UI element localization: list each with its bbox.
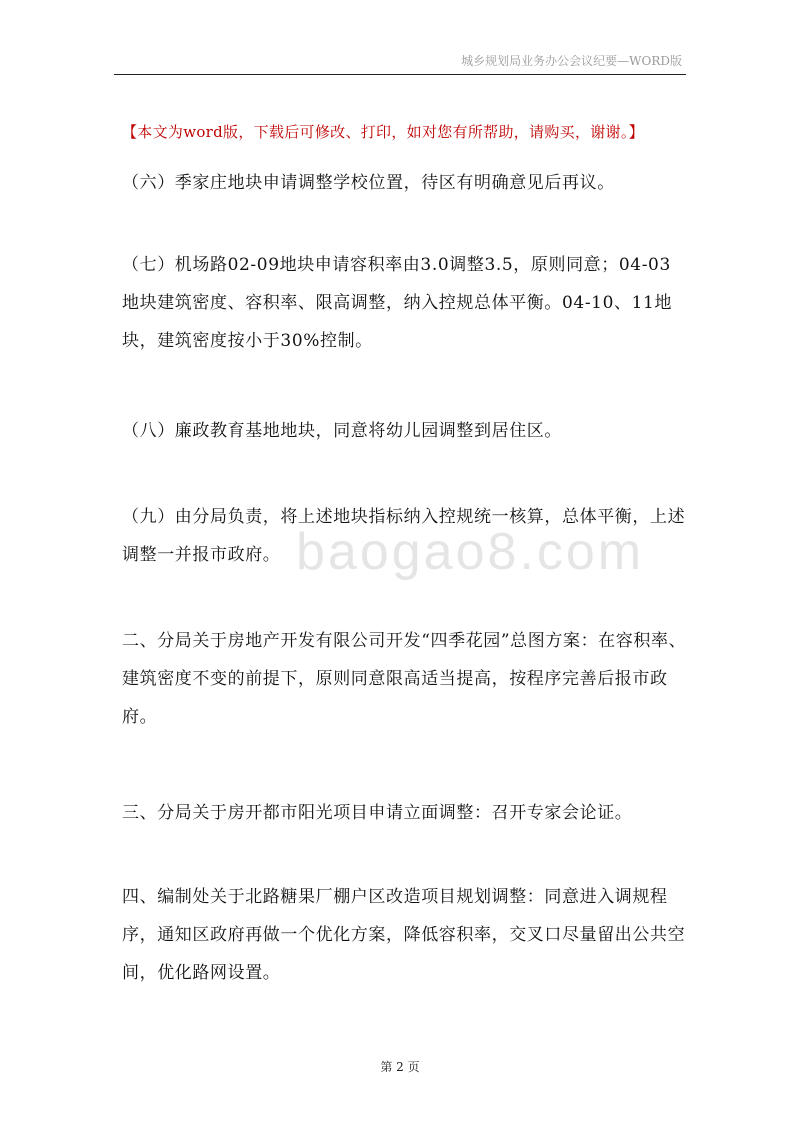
page-number: 第 2 页 (380, 1060, 420, 1074)
header-title: 城乡规划局业务办公会议纪要—WORD版 (461, 54, 682, 68)
paragraph-8: （八）廉政教育基地地块，同意将幼儿园调整到居住区。 (122, 421, 562, 441)
section-4-paragraph: 四、编制处关于北路糖果厂棚户区改造项目规划调整：同意进入调规程序，通知区政府再做一个优化方案，降低容积率，交叉口尽量留出公共空间，优化路网设置。 (122, 887, 686, 983)
paragraph-6: （六）季家庄地块申请调整学校位置，待区有明确意见后再议。 (122, 173, 615, 193)
header-divider (114, 74, 686, 75)
paragraph-7: （七）机场路02-09地块申请容积率由3.0调整3.5，原则同意；04-03地块建筑密度、容积率、限高调整，纳入控规总体平衡。04-10、11地块，建筑密度按小于30%控制。 (122, 255, 673, 351)
section-3-paragraph: 三、分局关于房开都市阳光项目申请立面调整：召开专家会论证。 (122, 803, 633, 823)
section-2-paragraph: 二、分局关于房地产开发有限公司开发“四季花园”总图方案：在容积率、建筑密度不变的前提下，原则同意限高适当提高，按程序完善后报市政府。 (122, 631, 687, 727)
paragraph-9: （九）由分局负责，将上述地块指标纳入控规统一核算，总体平衡，上述调整一并报市政府。 (122, 507, 686, 565)
download-notice: 【本文为word版，下载后可修改、打印，如对您有所帮助，请购买，谢谢。】 (122, 123, 644, 141)
watermark: baogao8.com (296, 523, 645, 581)
